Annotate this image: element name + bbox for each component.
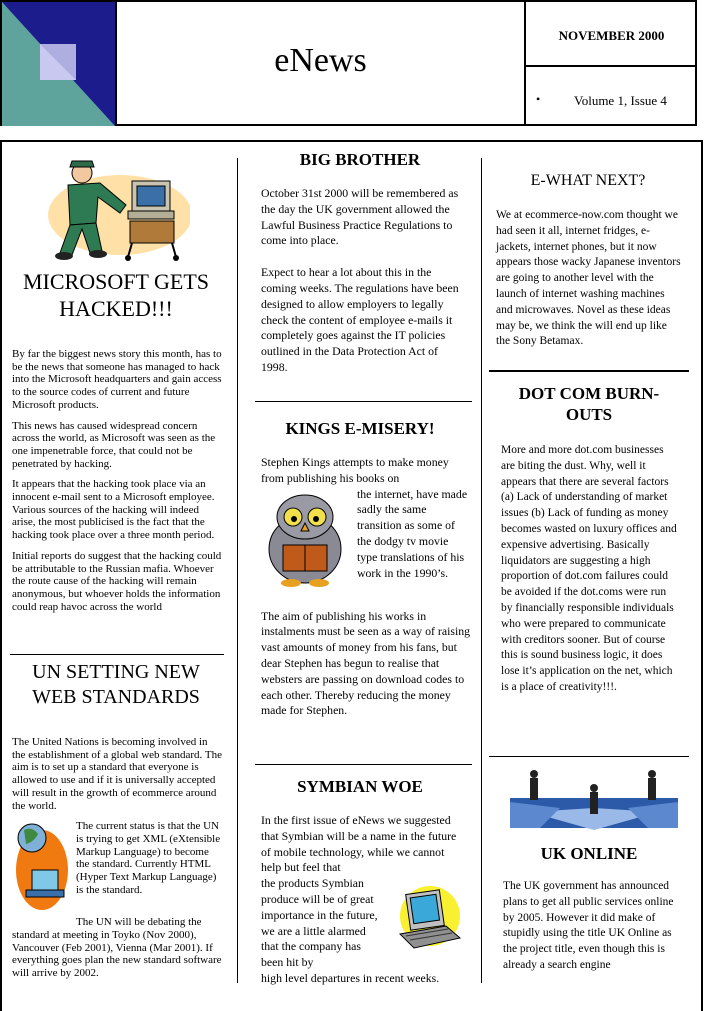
- paragraph: The aim of publishing his works in instalments must be seen as a way of raising vast amounts of money from his fans, but dear Stephen has begun to realise that websters are passing on download codes to each other. Thereby reducing the money made for Stephen.: [261, 608, 471, 718]
- paragraph: In the first issue of eNews we suggested that Symbian will be a name in the future of mobile technology, while we cannot help but feel that: [261, 813, 457, 875]
- headline-big-brother: BIG BROTHER: [299, 150, 421, 169]
- article-big-brother-body: [261, 186, 461, 384]
- article-microsoft-body: [12, 348, 222, 621]
- paragraph: the products Symbian produce will be of great importance in the future, we are a little alarmed that the company has been hit by: [261, 876, 378, 970]
- issue-volume: Volume 1, Issue 4: [574, 93, 667, 108]
- headline-uk-online: UK ONLINE: [540, 844, 638, 863]
- article-divider: [255, 401, 472, 402]
- headline-dot-com-burnouts: DOT COM BURN-OUTS: [518, 384, 660, 424]
- newsletter-title: eNews: [274, 42, 367, 79]
- article-e-what-next-body: We at ecommerce-now.com thought we had seen it all, internet fridges, e-jackets, internet phones, but it now appears those wacky Japanese inventors are going to another level with the launch of internet washing machines and microwaves. Novel as these ideas may be, we think the will end up like the Sony Betamax.: [496, 209, 681, 348]
- hacker-computer-clipart: [40, 153, 190, 265]
- headline-un-standards: UN SETTING NEW WEB STANDARDS: [32, 661, 200, 708]
- headline-microsoft: MICROSOFT GETS HACKED!!!: [22, 269, 210, 321]
- paragraph: The United Nations is becoming involved in the establishment of a global web standard. The aim is to set up a standard that everyone is allowed to use and if it is universally accepted will result in the growth of ecommerce around the world.: [12, 736, 222, 812]
- globe-laptop-clipart: [12, 820, 74, 912]
- header-divider: [524, 2, 526, 126]
- article-divider: [10, 654, 224, 655]
- paragraph: The UN will be debating the standard at meeting in Toyko (Nov 2000), Vancouver (Feb 2001), Vienna (Mar 2001). If everything goes plan the new standard software will arrive by 2002.: [12, 916, 222, 980]
- paragraph: Expect to hear a lot about this in the coming weeks. The regulations have been designed to allow employers to legally check the content of employee e-mails it completely goes against the IT policies outlined in the Data Protection Act of 1998.: [261, 265, 459, 374]
- issue-date: NOVEMBER 2000: [558, 28, 665, 43]
- headline-e-what-next: E-WHAT NEXT?: [530, 172, 646, 189]
- header-divider: [524, 65, 697, 67]
- article-symbian-body: [261, 813, 466, 987]
- column-divider: [237, 158, 238, 983]
- paragraph: October 31st 2000 will be remembered as the day the UK government allowed the Lawful Business Practice Regulations to come into place.: [261, 186, 459, 248]
- bullet: •: [536, 92, 541, 106]
- article-divider: [489, 756, 689, 757]
- article-divider: [255, 764, 472, 765]
- article-divider: [489, 370, 689, 372]
- paragraph: By far the biggest news story this month, has to be the news that someone has managed to hack into the Microsoft headquarters and gain access to the source codes of current and future Microsoft products.: [12, 348, 222, 411]
- article-uk-online-body: The UK government has announced plans to get all public services online by 2005. However it did make of stupidly using the title UK Online as the project title, even though this is already a search engine: [503, 880, 674, 971]
- paragraph: Stephen Kings attempts to make money from publishing his books on: [261, 455, 449, 485]
- paragraph: It appears that the hacking took place via an innocent e-mail sent to a Microsoft employee. Various sources of the hacking will indeed arise, the most publicised is the fact that the hacking took place over a three month period.: [12, 478, 215, 542]
- paragraph: The current status is that the UN is trying to get XML (eXtensible Markup Language) to become the standard. Currently HTML (Hyper Text Markup Language) is the standard.: [76, 820, 221, 896]
- newsletter-logo: [2, 2, 115, 126]
- paragraph: the internet, have made sadly the same transition as some of the dodgy tv movie type translations of his work in the 1990’s.: [357, 486, 468, 580]
- headline-kings-emisery: KINGS E-MISERY!: [285, 419, 435, 438]
- column-divider: [481, 158, 482, 983]
- article-dot-com-body: More and more dot.com businesses are biting the dust. Why, well it appears that there are several factors (a) Lack of understanding of market issues (b) Lack of funding as money becomes wasted on luxury offices and expensive advertising. Basically liquidators are suggesting a high proportion of dot.com failures could be avoided if the dot.coms were run by financially responsible individuals who were prepared to communicate with creditors sooner. But of course this is sound business logic, it does lose it’s application on the net, which is a place of creativity!!!.: [501, 444, 677, 693]
- headline-symbian-woe: SYMBIAN WOE: [297, 777, 423, 796]
- paragraph: Initial reports do suggest that the hacking could be attributable to the Russian mafia. Whoever the route cause of the hacking will remain anonymous, but whoever holds the information could reap havoc across the world: [12, 549, 222, 613]
- uk-online-clipart: [510, 768, 678, 840]
- masthead: [0, 0, 697, 126]
- article-kings-body: [261, 455, 471, 727]
- laptop-clipart: [390, 876, 466, 964]
- paragraph: This news has caused widespread concern across the world, as Microsoft was seen as the one impenetrable force, that could not be penetrated by hacking.: [12, 419, 216, 470]
- paragraph: high level departures in recent weeks.: [261, 970, 440, 985]
- article-un-body: [12, 736, 222, 988]
- owl-reading-clipart: [261, 487, 353, 591]
